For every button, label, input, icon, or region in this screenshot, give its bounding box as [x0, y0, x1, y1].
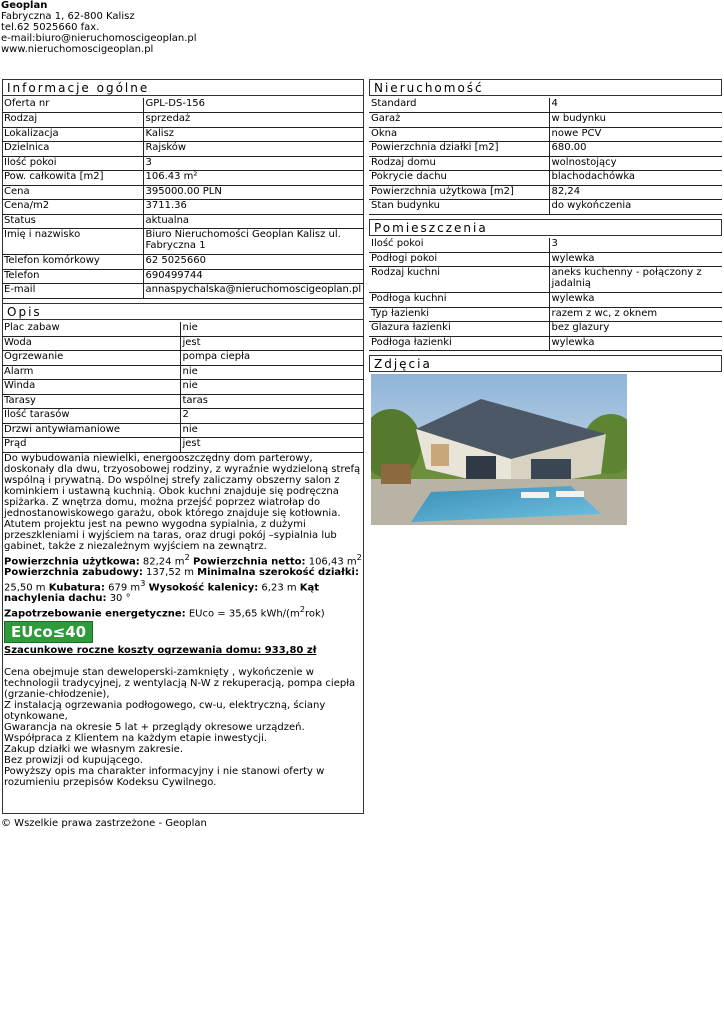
note-line: Powyższy opis ma charakter informacyjny i nie stanowi oferty w rozumieniu przepisów Kodeksu Cywilnego. — [4, 766, 325, 789]
company-name: Geoplan — [1, 0, 48, 11]
table-row: Garaż w budynku — [369, 113, 722, 128]
table-row: Telefon komórkowy 62 5025660 — [2, 255, 364, 270]
note-line: Cena obejmuje stan deweloperski-zamknięty , wykończenie w technologii tradycyjnej, z wentylacją N-W z rekuperacją, pompa ciepła (grzanie-chłodzenie), — [4, 667, 356, 701]
table-row: Rodzaj domu wolnostojący — [369, 156, 722, 171]
table-row: Glazura łazienki bez glazury — [369, 322, 722, 337]
table-row: Tarasy taras — [2, 394, 364, 409]
table-row: Rodzaj sprzedaż — [2, 113, 364, 128]
table-row: Cena 395000.00 PLN — [2, 185, 364, 200]
right-column — [369, 79, 722, 525]
company-email: e-mail:biuro@nieruchomoscigeoplan.pl — [1, 33, 197, 44]
table-row: Dzielnica Rajsków — [2, 142, 364, 157]
table-row: Ilość tarasów 2 — [2, 409, 364, 424]
table-row: Status aktualna — [2, 214, 364, 229]
table-row: Stan budynku do wykończenia — [369, 200, 722, 215]
note-line: Współpraca z Klientem na każdym etapie inwestycji. — [4, 733, 268, 745]
table-row: Lokalizacja Kalisz — [2, 127, 364, 142]
copyright-footer: © Wszelkie prawa zastrzeżone - Geoplan — [1, 818, 207, 829]
table-row: Powierzchnia użytkowa [m2] 82,24 — [369, 185, 722, 200]
property-photo[interactable] — [371, 374, 627, 525]
table-row: Woda jest — [2, 336, 364, 351]
note-line: Gwarancja na okresie 5 lat + przeglądy okresowe urządzeń. — [4, 722, 305, 734]
opis-table — [2, 322, 364, 453]
table-row: Alarm nie — [2, 365, 364, 380]
table-row: Pow. całkowita [m2] 106.43 m² — [2, 171, 364, 186]
property-description — [2, 453, 364, 789]
table-row: E-mail annaspychalska@nieruchomoscigeoplan.pl — [2, 284, 364, 299]
section-title-zdjecia: Zdjęcia — [369, 355, 722, 372]
section-title-general: Informacje ogólne — [2, 79, 364, 96]
general-table — [2, 98, 364, 299]
table-row: Ilość pokoi 3 — [2, 156, 364, 171]
section-title-opis: Opis — [2, 303, 364, 320]
table-row: Powierzchnia działki [m2] 680.00 — [369, 142, 722, 157]
table-row: Podłoga kuchni wylewka — [369, 293, 722, 308]
energy-class-badge: EUco≤40 — [4, 621, 93, 643]
heating-cost: Szacunkowe roczne koszty ogrzewania domu: 933,80 zł — [4, 645, 317, 657]
property-table — [369, 98, 722, 215]
rooms-table — [369, 238, 722, 352]
table-row: Okna nowe PCV — [369, 127, 722, 142]
section-title-pomieszczenia: Pomieszczenia — [369, 219, 722, 236]
description-paragraph: Do wybudowania niewielki, energooszczędny dom parterowy, doskonały dla dwu, trzyosobowej rodziny, z wyraźnie wydzieloną strefą wspólną i prywatną. Do wspólnej strefy zaliczamy obszerny salon z kominkiem i ustawną kuchnią. Obok kuchni znajduje się podręczna spiżarka. Z wnętrza domu, można przejść poprzez wiatrołap do jednostanowiskowego garażu, obok którego znajduje się kotłownia. Atutem projektu jest na pewno wygodna sypialnia, z dużymi przeszkleniami i wyjściem na taras, oraz drugi pokój –sypialnia lub gabinet, także z niezależnym wyjściem na zewnątrz. — [4, 452, 361, 552]
note-line: Bez prowizji od kupującego. — [4, 755, 143, 767]
company-address: Fabryczna 1, 62-800 Kalisz — [1, 11, 135, 22]
table-row: Pokrycie dachu blachodachówka — [369, 171, 722, 186]
table-row: Oferta nr GPL-DS-156 — [2, 98, 364, 113]
left-column — [2, 79, 364, 788]
table-row: Rodzaj kuchni aneks kuchenny - połączony z jadalnią — [369, 267, 722, 293]
table-row: Typ łazienki razem z wc, z oknem — [369, 307, 722, 322]
contact-email-link[interactable]: annaspychalska@nieruchomoscigeoplan.pl — [143, 284, 364, 299]
table-row: Drzwi antywłamaniowe nie — [2, 423, 364, 438]
section-title-nieruchomosc: Nieruchomość — [369, 79, 722, 96]
table-row: Cena/m2 3711.36 — [2, 200, 364, 215]
table-row: Ogrzewanie pompa ciepła — [2, 351, 364, 366]
table-row: Standard 4 — [369, 98, 722, 113]
table-row: Plac zabaw nie — [2, 322, 364, 337]
table-row: Podłogi pokoi wylewka — [369, 252, 722, 267]
table-row: Imię i nazwisko Biuro Nieruchomości Geoplan Kalisz ul. Fabryczna 1 — [2, 229, 364, 255]
table-row: Podłoga łazienki wylewka — [369, 336, 722, 351]
energy-demand: Zapotrzebowanie energetyczne: EUco = 35,65 kWh/$(m^2rok)$ — [4, 604, 325, 620]
table-row: Winda nie — [2, 380, 364, 395]
company-phone: tel.62 5025660 fax. — [1, 22, 100, 33]
table-row: Prąd jest — [2, 438, 364, 453]
note-line: Z instalacją ogrzewania podłogowego, cw-u, elektryczną, ściany otynkowane, — [4, 700, 326, 723]
note-line: Zakup działki we własnym zakresie. — [4, 744, 183, 756]
company-header — [1, 0, 197, 55]
specs: Powierzchnia użytkowa: 82,24 $m^2$ Powierzchnia netto: 106,43 $m^2$ Powierzchnia zabudowy: 137,52 m Minimalna szerokość działki: 25,50 m Kubatura: 679 $m^3$ Wysokość kalenicy: 6,23 m Kąt nachylenia dachu: 30 ° — [4, 551, 362, 605]
company-website: www.nieruchomoscigeoplan.pl — [1, 44, 154, 55]
table-row: Telefon 690499744 — [2, 269, 364, 284]
table-row: Ilość pokoi 3 — [369, 238, 722, 253]
